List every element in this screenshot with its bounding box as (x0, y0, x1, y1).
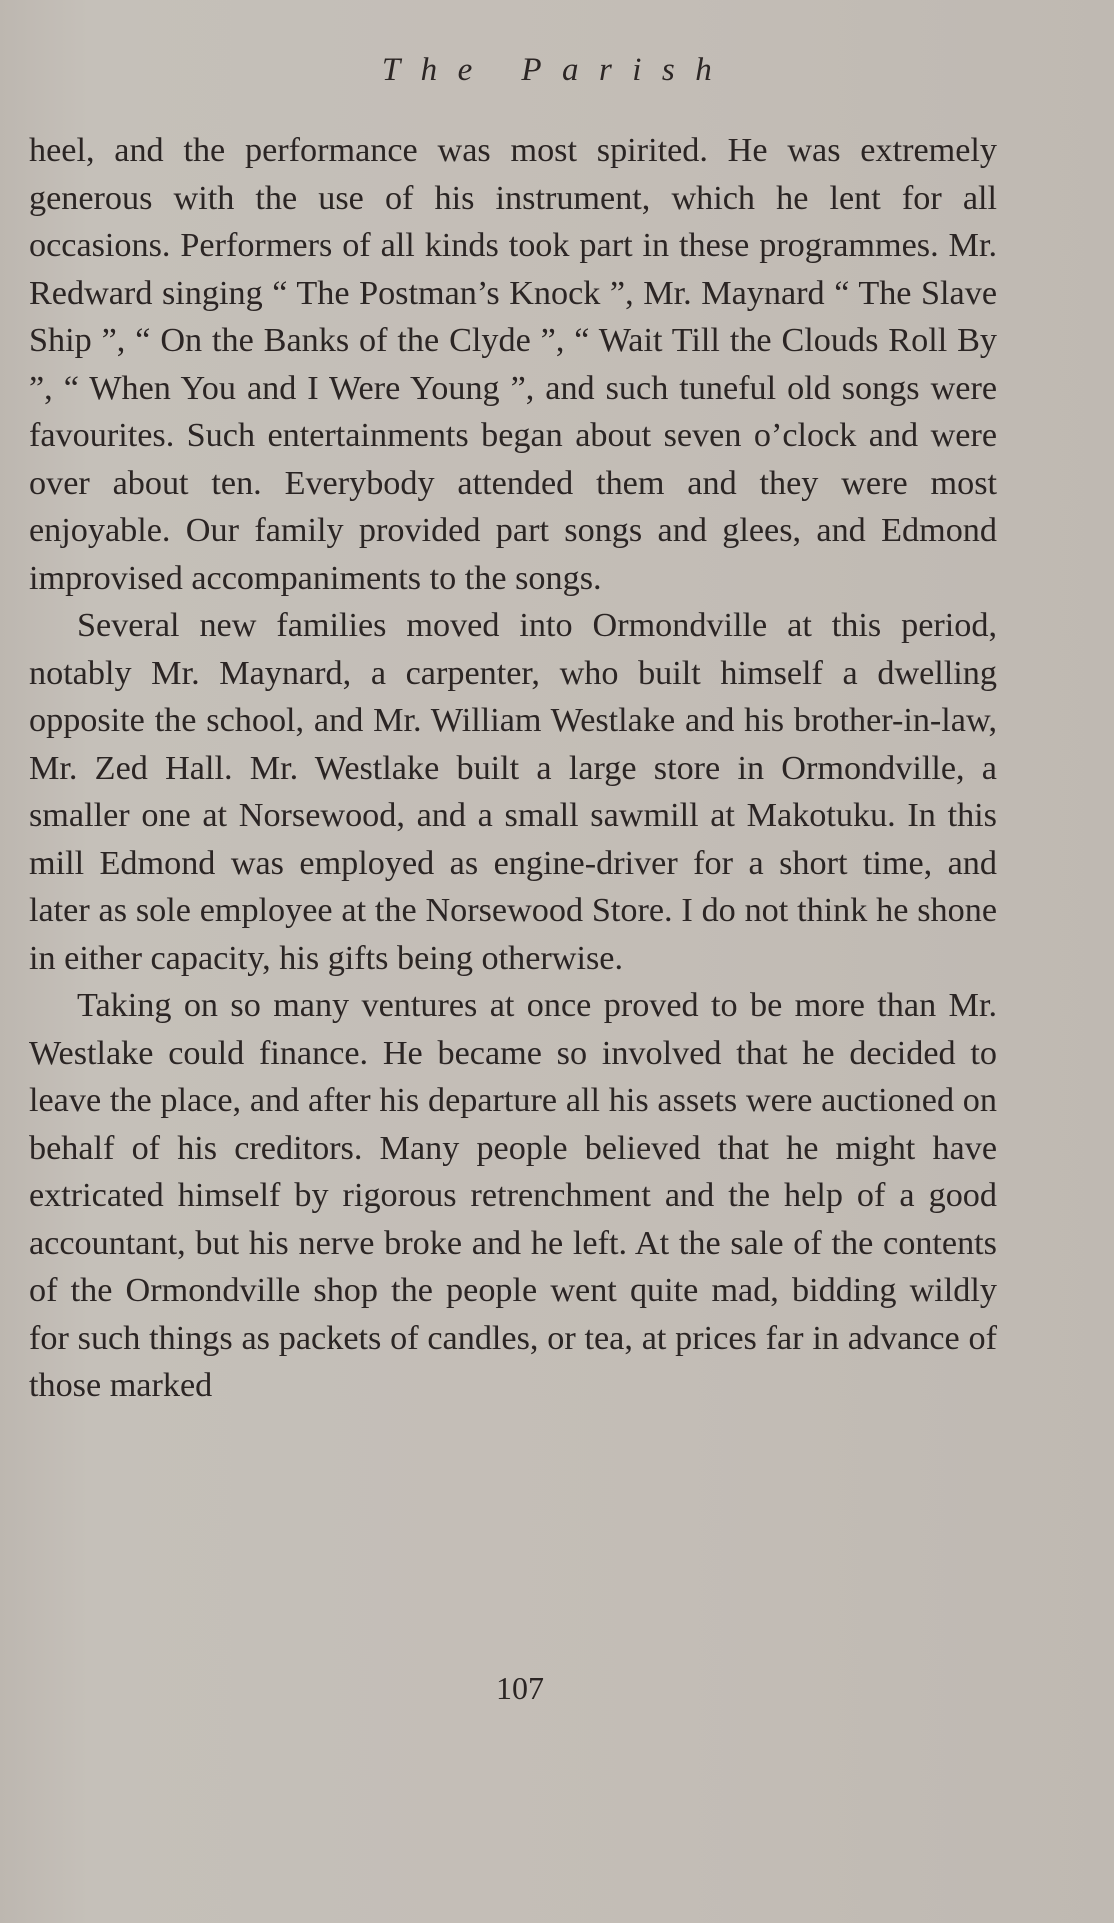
running-title: The Parish (381, 52, 733, 88)
page-number: 107 (496, 1670, 544, 1706)
paragraph-new-families: Several new families moved into Ormondville at this period, notably Mr. Maynard, a carpenter, who built himself a dwelling opposite the school, and Mr. William Westlake and his brother-in-law, Mr. Zed Hall. Mr. Westlake built a large store in Ormondville, a smaller one at Norsewood, and a small sawmill at Makotuku. In this mill Edmond was employed as engine-driver for a short time, and later as sole employee at the Norsewood Store. I do not think he shone in either capacity, his gifts being otherwise. (29, 607, 997, 977)
body-text (29, 127, 997, 1410)
paragraph-westlake-ventures: Taking on so many ventures at once proved to be more than Mr. Westlake could finance. He became so involved that he decided to leave the place, and after his departure all his assets were auctioned on behalf of his creditors. Many people believed that he might have extricated himself by rigorous retrenchment and the help of a good accountant, but his nerve broke and he left. At the sale of the contents of the Ormondville shop the people went quite mad, bidding wildly for such things as packets of candles, or tea, at prices far in advance of those marked (29, 987, 997, 1404)
paragraph-continued: heel, and the performance was most spirited. He was extremely generous with the use of his instrument, which he lent for all occasions. Performers of all kinds took part in these programmes. Mr. Redward singing “ The Postman’s Knock ”, Mr. Maynard “ The Slave Ship ”, “ On the Banks of the Clyde ”, “ Wait Till the Clouds Roll By ”, “ When You and I Were Young ”, and such tuneful old songs were favourites. Such entertainments began about seven o’clock and were over about ten. Everybody attended them and they were most enjoyable. Our family provided part songs and glees, and Edmond improvised accompaniments to the songs. (29, 132, 997, 597)
